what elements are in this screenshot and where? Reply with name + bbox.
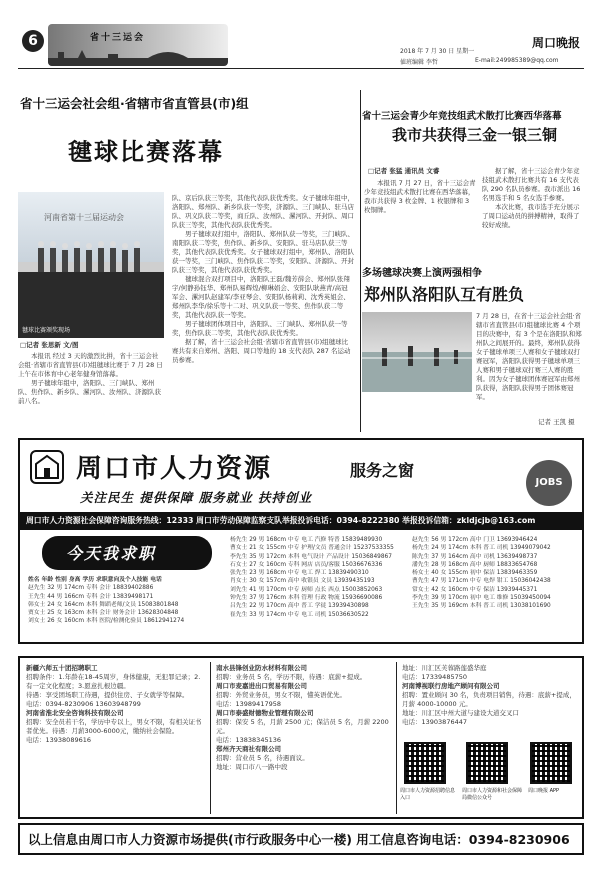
seeker-row: 刘先生 41 男 170cm 中专 厨师 点长 西点 15003852063 [230, 586, 383, 593]
article1-paragraph: 据了解，省十三运会社会组·省辖市省直管县(市)组毽球比赛共有来自郑州、洛阳、周口等地的 18 支代表队 287 名运动员参赛。 [172, 338, 351, 364]
article3-headline: 郑州队洛阳队互有胜负 [364, 285, 525, 304]
article1-paragraph: 本报讯 经过 3 天的激烈比拼，省十三运会社会组·省辖市省直管县(市)组毽球比赛于 7 月 28 日上午在市体育中心老年健身馆落幕。 [18, 352, 163, 378]
article1-body-col2 [172, 194, 354, 434]
article1-paragraph: 队、京后队获三等奖，其他代表队获优秀奖。女子毽球年组中，洛阳队、郑州队、新乡队获一等奖，济源队、三门峡队、驻马店队、巩义队获二等奖，商丘队、汝州队、漯河队、开封队、周口队获三等奖，其他代表队获优秀奖。 [172, 194, 354, 229]
article1-paragraph: 男子毽球年组中，洛阳队、三门峡队、郑州队、焦作队、新乡队、漯河队、汝州队、济源队获前八名。 [18, 379, 161, 405]
seekers-table-left [28, 576, 228, 626]
seeker-row: 杨女士 40 女 155cm 初中 保洁 13839463359 [412, 570, 538, 577]
editor-credit: 値班编辑 李哲 [400, 59, 438, 66]
building-icon [30, 450, 64, 484]
article1-body-col1 [18, 352, 164, 434]
article3-byline: 记者 王凯 摄 [538, 418, 575, 426]
page-number: 6 [22, 30, 44, 52]
ad-heading: 郑州齐天商社有限公司 [216, 745, 281, 753]
qr-label: 周口晚报 APP [528, 788, 560, 794]
seeker-row: 李先生 35 男 172cm 本科 电气设计 产品设计 15036849867 [230, 553, 392, 560]
photo-caption: 毽球比赛颁奖现场 [22, 327, 71, 334]
ad-text: 电话：17339485750 [402, 673, 467, 681]
article3-kicker: 多场毽球决赛上演两强相争 [362, 268, 482, 279]
seeker-title: 今天我求职 [66, 544, 157, 563]
seeker-row: 曹先生 47 男 171cm 中专 电焊 钳工 15036042438 [412, 578, 551, 585]
qr-code-recruitment[interactable] [404, 742, 446, 784]
article2-byline: □记者 张猛 通讯员 文睿 [368, 167, 440, 175]
jobs-subtitle: 服务之窗 [350, 461, 415, 480]
ad-text: 招聘条件：1.年龄在18-45周岁，身体健康，无犯罪记录；2.有一定文化程度；3.愿意扎根边疆。 [26, 673, 201, 690]
article2-paragraph: 本次比赛，我市选手充分展示了周口运动员的拼搏精神，取得了较好成绩。 [482, 203, 580, 229]
seeker-row: 杨先生 29 男 168cm 中专 电工 汽修 特普 15839489930 [230, 537, 383, 543]
ad-text: 招聘：保安 5 名，月薪 2500 元；保洁员 5 名，月薪 2200 元。 [216, 718, 389, 735]
ad-heading: 周口市泰盛财德物业管理有限公司 [216, 709, 314, 717]
recruitment-ads [18, 656, 584, 819]
article1-paragraph: 男子毽球双打组中，洛阳队、郑州队获一等奖，三门峡队、南阳队获二等奖，焦作队、新乡队、安阳队、驻马店队获三等奖，其他代表队获优秀奖。女子毽球双打组中，郑州队、洛阳队获一等奖，三门峡队、焦作队获二等奖，安阳队、济源队、开封队获三等奖，其他代表队获优秀奖。 [172, 230, 354, 274]
ad-text: 电话：13938089616 [26, 736, 91, 744]
seeker-row: 贾女士 25 女 163cm 本科 会计 财务会计 13628304848 [28, 610, 179, 617]
ad-text: 电话：13838345136 [216, 736, 281, 744]
seeker-row: 张先生 23 男 168cm 中专 电工 焊工 13839490310 [230, 570, 369, 577]
ad-text: 招聘：外贸业务员，男女不限，懂英语优先。 [216, 691, 346, 699]
qr-label: 周口市人力资源和社会保障局微信公众号 [462, 788, 523, 801]
qr-code-app[interactable] [530, 742, 572, 784]
seeker-row: 韩女士 24 女 164cm 本科 舞蹈老师/文员 15083801848 [28, 601, 179, 608]
article1-paragraph: 男子毽球团体项目中，洛阳队、三门峡队、郑州队获一等奖，焦作队获二等奖，其他代表队获优秀奖。 [172, 320, 348, 337]
article2-paragraph: 据了解，省十三运会青少年竞技组武术散打比赛共有 16 支代表队 290 名队员参赛。我市派出 16 名男选手和 5 名女选手参赛。 [482, 167, 581, 202]
seekers-header: 姓名 年龄 性别 身高 学历 求职意向及个人技能 电话 [28, 577, 162, 583]
header-rule [18, 68, 584, 69]
seeker-row: 石女士 27 女 160cm 专科 网店 店员/客服 15036676336 [230, 561, 383, 568]
article2-body-col1 [364, 179, 476, 241]
seeker-row: 陈先生 37 男 164cm 高中 司机 13639498737 [412, 553, 538, 560]
photo-banner-text: 河南省第十三届运动会 [44, 213, 124, 222]
article1-paragraph: 毽球混合双打项目中，洛阳队王磊/魏芳薛会、郑州队张翔宇/何静孙钰华、郑州队易辉煌/柳琳娟会、安阳队耿燕青/高冠军会、漯河队赵建军/李亚琴会、安阳队杨莉莉、沈秀英姐会、郑州队李华/徐乐等十二对、巩义队获一等奖、焦作队获二等奖，其他代表队获一等奖。 [172, 275, 350, 319]
article3-body: 7 月 28 日，在省十三运会社会组·省辖市省直管县(市)组毽球比赛 4 个项目的决赛中，有 3 个是在洛阳队和郑州队之间展开的。最终，郑州队获得女子毽球单项三人赛和女子毽球双打赛冠军，洛阳队获得男子毽球单项三人赛和男子毽球双打赛三人赛的胜利。因为女子毽球团体赛冠军由郑州队获得，洛阳队获得男子团体赛冠军。 [476, 312, 582, 400]
seeker-row: 钟先生 37 男 176cm 本科 管理 行政 物流 15936690086 [230, 595, 383, 602]
players-silhouettes [362, 312, 472, 392]
ad-heading: 河南博视联行房地产顾问有限公司 [402, 682, 500, 690]
seeker-row: 曹女士 21 女 155cm 中专 护理/文员 普通会计 15237533355 [230, 545, 394, 552]
ad-text: 电话：13903876447 [402, 718, 467, 726]
article2-kicker: 省十三运会青少年竞技组武术散打比赛西华落幕 [362, 111, 562, 122]
article1-photo [18, 192, 164, 338]
seeker-row: 肖女士 30 女 157cm 高中 收银员 文员 13939435193 [230, 578, 375, 585]
seeker-row: 常女士 42 女 160cm 中专 保洁 13939445371 [412, 586, 538, 593]
ad-text: 地址：川汇区中州大道与建设大道交叉口 [402, 709, 519, 717]
masthead: 周口晚报 [531, 36, 580, 50]
seeker-row: 赵先生 56 男 172cm 高中 门卫 13693946424 [412, 537, 538, 543]
ads-column-2 [216, 664, 392, 814]
ad-text: 待遇：享受团场职工待遇，提供住房、子女就学等保障。 [26, 691, 189, 699]
jobs-title: 周口市人力资源 [76, 454, 273, 484]
ad-heading: 河南省淮北安全咨询科技有限公司 [26, 709, 124, 717]
column-divider [360, 90, 361, 432]
ad-text: 招聘：营业员 5 名，待遇面议。 [216, 754, 309, 762]
article2-headline: 我市共获得三金一银三铜 [392, 126, 558, 144]
section-banner [48, 24, 228, 66]
article1-kicker: 省十三运会社会组·省辖市省直管县(市)组 [20, 96, 249, 111]
footer-text: 以上信息由周口市人力资源市场提供(市行政服务中心一楼) 用工信息咨询电话：0394-8230906 [28, 832, 570, 847]
athletes-silhouettes [18, 192, 164, 338]
jobs-badge: JOBS [526, 460, 572, 506]
seeker-row: 李先生 39 男 170cm 初中 电工 维修 15039450094 [412, 595, 551, 602]
ads-column-3 [402, 664, 578, 738]
footer-info [18, 823, 584, 855]
ad-heading: 南水县锋创业防水材料有限公司 [216, 664, 307, 672]
ad-text: 电话：13989417958 [216, 700, 281, 708]
ad-text: 地址：周口市八一路中段 [216, 763, 288, 771]
qr-label: 周口市人力资源招聘信息入口 [400, 788, 456, 801]
skyline-illustration [48, 44, 228, 66]
ad-text: 招聘：置业顾问 30 名，负责项目销售，待遇：底薪+提成，月薪 4000-10000 元。 [402, 691, 576, 708]
seeker-row: 崔先生 33 男 174cm 中专 电工 司机 15036630522 [230, 611, 369, 618]
jobs-hotline: 周口市人力资源社会保障咨询服务热线：12333 周口市劳动保障监察支队举报投诉电话：0394-8222380 举报投诉信箱：zkldjcjb@163.com [26, 516, 536, 525]
jobs-slogan: 关注民生 提供保障 服务就业 扶持创业 [80, 490, 313, 505]
seeker-row: 潘先生 28 男 168cm 高中 厨师 18833654768 [412, 561, 538, 568]
ad-text: 电话：0394-8230906 13603948799 [26, 700, 141, 708]
contact-email: E-mail:249985389@qq.com [475, 57, 559, 64]
jobs-section [18, 438, 584, 644]
ads-column-1 [26, 664, 206, 814]
ad-heading: 周口市麦嘉进出口贸易有限公司 [216, 682, 307, 690]
seekers-table-mid [230, 536, 410, 619]
qr-code-hrss[interactable] [466, 742, 508, 784]
article2-paragraph: 本报讯 7 月 27 日，省十三运会青少年竞技组武术散打比赛在西华落幕，我市共获得 3 枚金牌、1 枚银牌和 3 枚铜牌。 [364, 179, 476, 214]
article3-photo [362, 312, 472, 392]
seeker-row: 赵先生 32 男 174cm 专科 会计 18839402886 [28, 585, 154, 592]
issue-date: 2018 年 7 月 30 日 星期一 [400, 48, 475, 55]
article1-headline: 毽球比赛落幕 [68, 137, 224, 166]
ad-text: 招聘：业务员 5 名，学历不限，待遇：底薪+提成。 [216, 673, 367, 681]
seeker-row: 王先生 35 男 169cm 本科 普工 司机 13038101690 [412, 603, 551, 610]
ad-text: 招聘：安全员若干名，学历中专以上，男女不限，有相关证书者优先。待遇：月薪3000-6000元，缴纳社会保险。 [26, 718, 202, 735]
article2-body-col2 [482, 167, 584, 241]
seeker-row: 吕先生 22 男 170cm 高中 普工 学徒 13939430898 [230, 603, 369, 610]
seeker-row: 王先生 44 男 166cm 专科 会计 13839498171 [28, 593, 154, 600]
seeker-row: 杨先生 24 男 174cm 本科 普工 司机 13949079042 [412, 545, 551, 552]
ad-heading: 新疆六师五十团招聘职工 [26, 664, 98, 672]
section-title: 省十三运会 [90, 33, 146, 43]
seeker-row: 刘女士 26 女 160cm 本科 医院/检测化验员 18612941274 [28, 618, 185, 625]
seekers-table-right [412, 536, 578, 611]
ad-text: 地址：川汇区芙蓉路莲盛华庭 [402, 664, 487, 672]
article1-byline: □记者 张思新 文/图 [20, 341, 79, 349]
